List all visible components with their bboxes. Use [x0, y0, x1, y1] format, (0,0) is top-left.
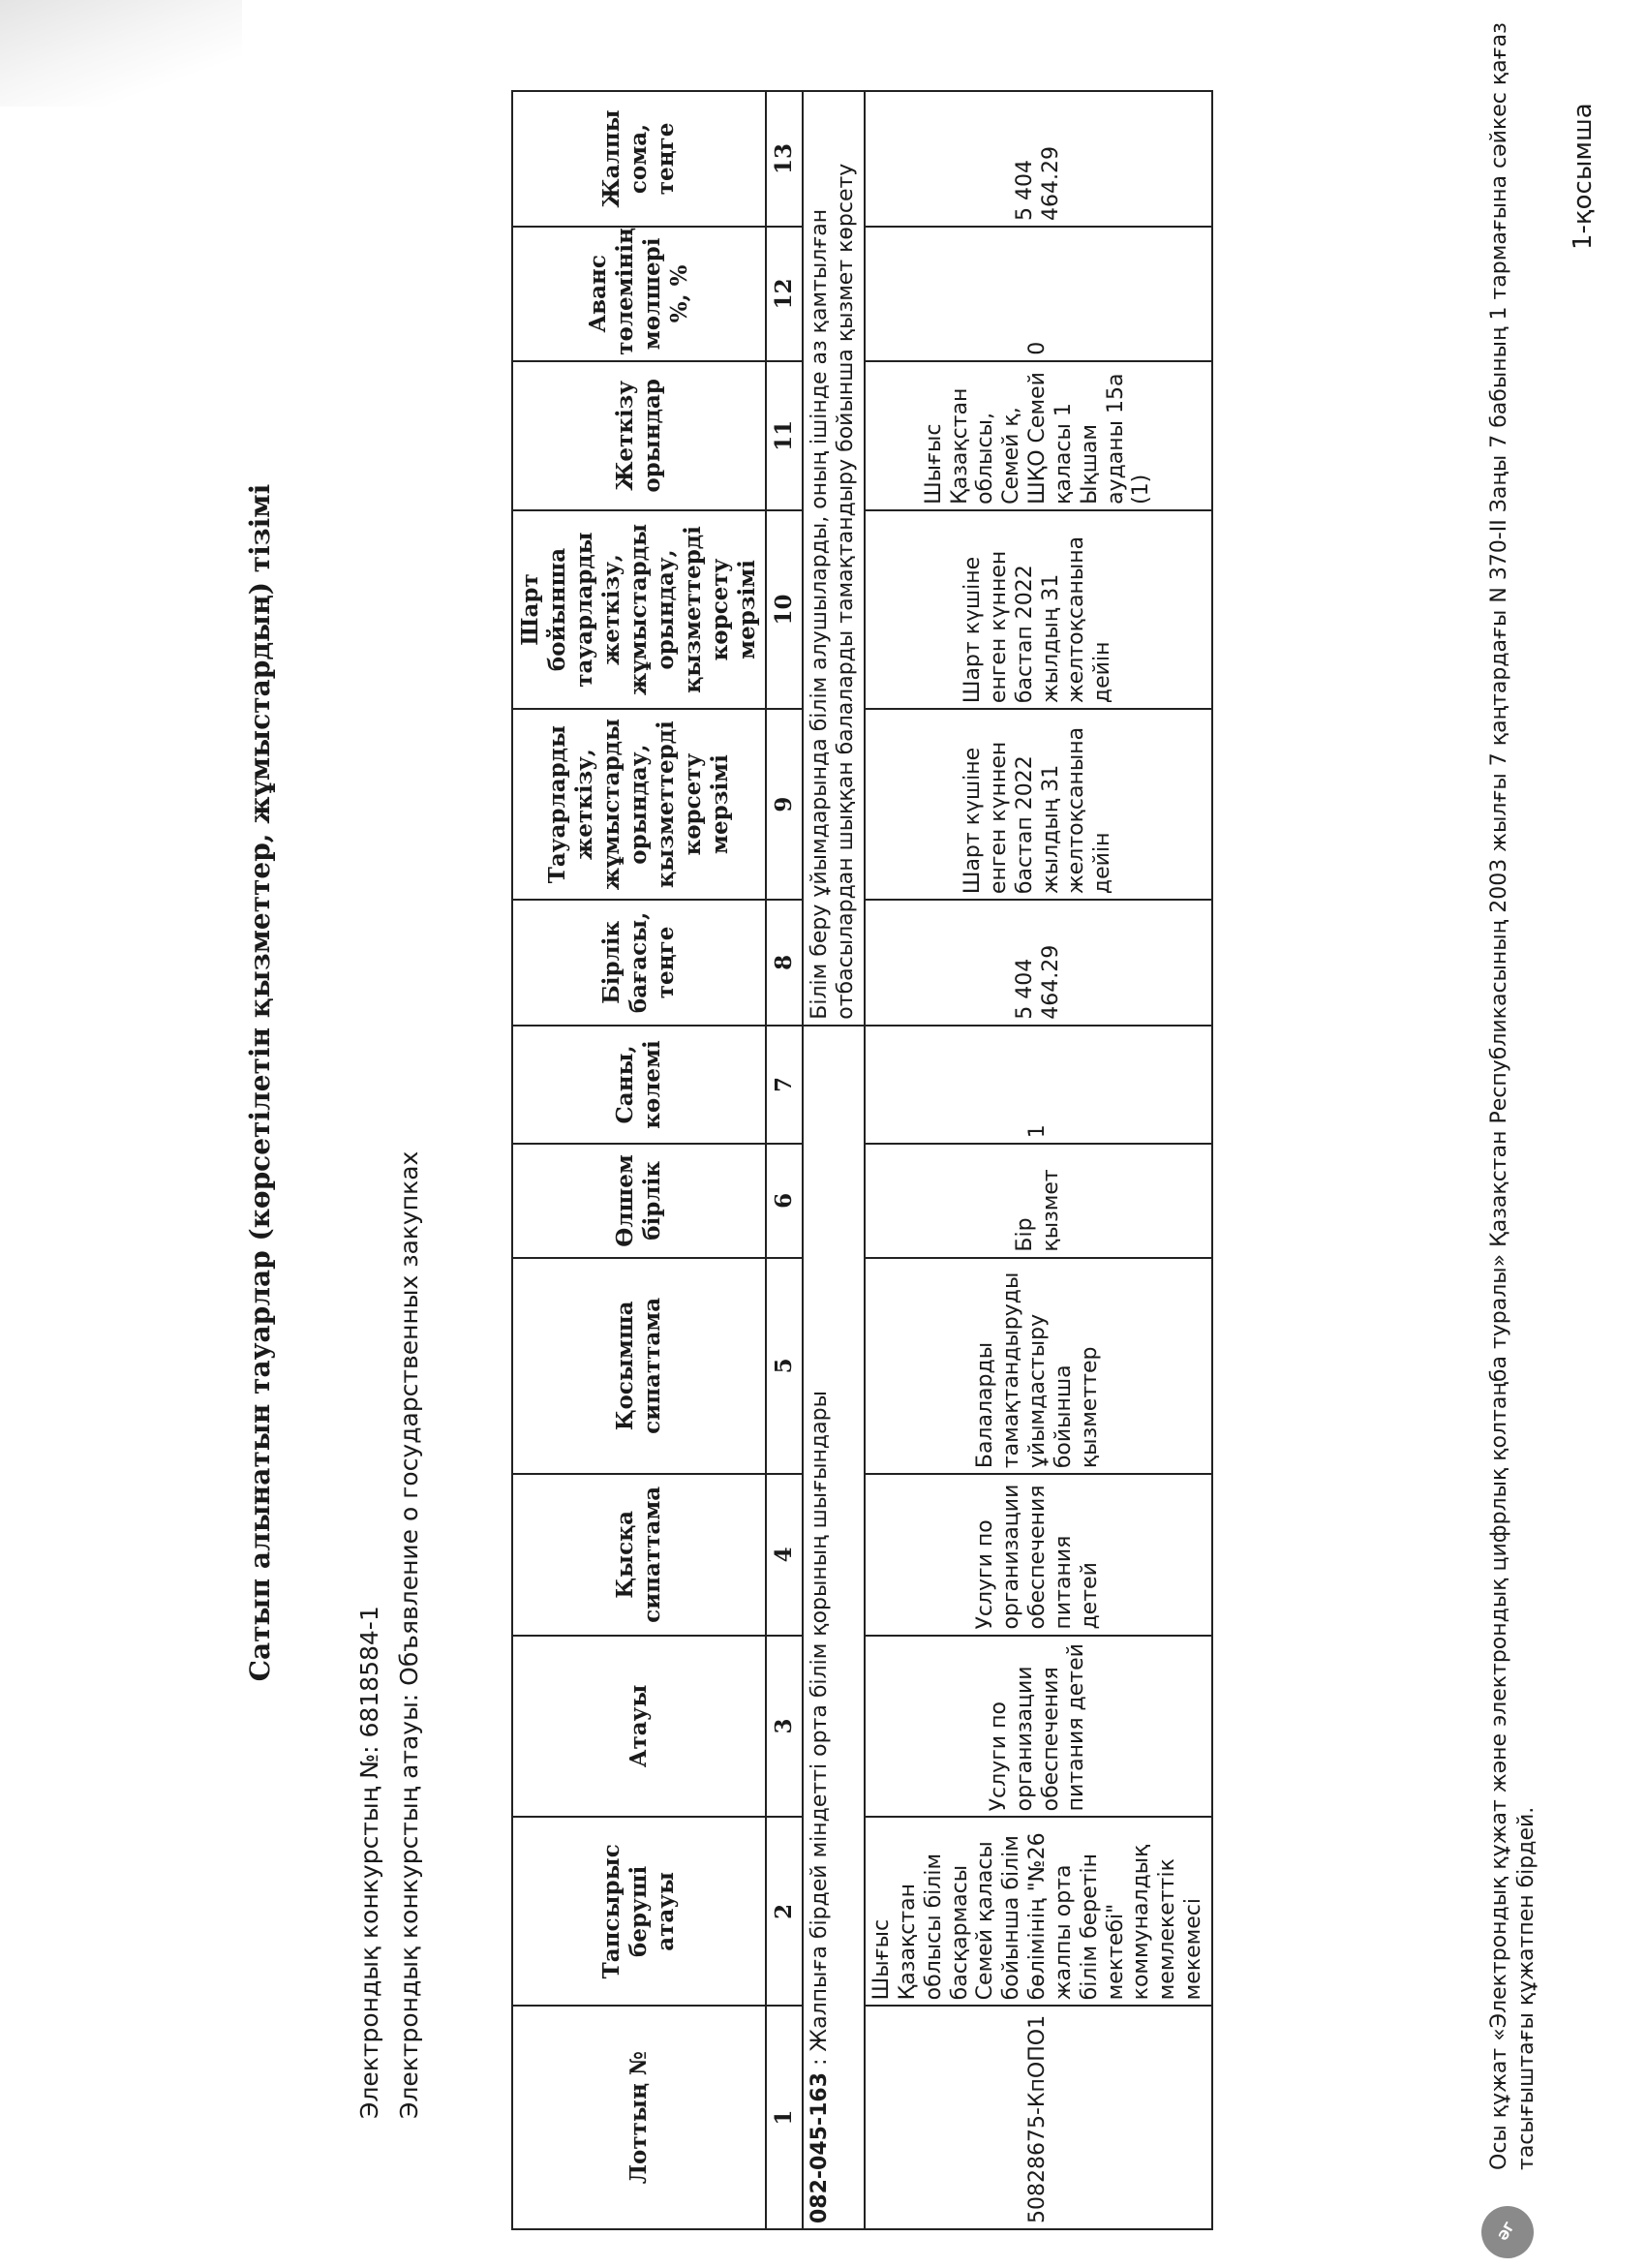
header-contract-term: Шарт бойынша тауарларды жеткізу, жұмыстарды орындау, қызметтерді көрсету мерзімі: [512, 510, 766, 709]
column-number: 4: [766, 1474, 803, 1635]
column-number: 13: [766, 91, 803, 227]
cell-delivery-place: Шығыс Қазақстан облысы, Семей қ, ШҚО Семей қаласы 1 Ықшам ауданы 15а (1): [865, 361, 1212, 510]
header-quantity: Саны, көлемі: [512, 1026, 766, 1144]
page-title: Сатып алынатын тауарлар (көрсетілетін қызметтер, жұмыстардың) тізімі: [244, 483, 276, 1682]
group-name: : Жалпыға бірдей міндетті орта білім қорының шығындары: [808, 1391, 833, 2066]
contest-number-label: Электрондық конкурстың №:: [355, 1745, 383, 2119]
contest-name: [395, 1151, 423, 2119]
footer-note: Осы құжат «Электрондық құжат және электрондық цифрлық қолтаңба туралы» Қазақстан Республикасының 2003 жылғы 7 қаңтардағы N 370-II Заңы 7 бабының 1 тармағына сәйкес қағаз тасығыштағы құжатпен бірдей.: [1487, 22, 1539, 2170]
column-number: 7: [766, 1026, 803, 1144]
header-unit-price: Бірлік бағасы, теңге: [512, 900, 766, 1026]
column-number: 12: [766, 227, 803, 361]
header-delivery-place: Жеткізу орындар: [512, 361, 766, 510]
cell-advance: 0: [865, 227, 1212, 361]
seal-icon: ӘГ: [1472, 2196, 1543, 2268]
cell-extra-description: Балаларды тамақтандыруды ұйымдастыру бойынша қызметтер: [865, 1258, 1212, 1475]
contest-number-value: 6818584-1: [355, 1606, 383, 1738]
cell-quantity: 1: [865, 1026, 1212, 1144]
header-advance: Аванс төлемінің мөлшері %, %: [512, 227, 766, 361]
appendix-label: 1-қосымша: [1569, 103, 1598, 250]
cell-customer: Шығыс Қазақстан облысы білім басқармасы Семей қаласы бойынша білім бөлімінің "№26 жалпы орта білім беретін мектебі" коммуналдық мемлекеттік мекемесі: [865, 1817, 1212, 2006]
contest-name-label: Электрондық конкурстың атауы:: [395, 1693, 423, 2119]
column-number: 8: [766, 900, 803, 1026]
group-code: 082-045-163: [808, 2071, 833, 2223]
cell-unit: Бір қызмет: [865, 1144, 1212, 1257]
lots-table: [511, 90, 1213, 2230]
cell-lot-number: 50828675-КпОПО1: [865, 2006, 1212, 2229]
contest-number: [355, 1606, 383, 2119]
column-number: 1: [766, 2006, 803, 2229]
group-description: Білім беру ұйымдарында білім алушыларды, оның ішінде аз қамтылған отбасылардан шыққан балаларды тамақтандыру бойынша қызмет көрсету: [803, 91, 865, 1026]
header-name: Атауы: [512, 1636, 766, 1818]
header-extra-description: Қосымша сипаттама: [512, 1258, 766, 1475]
cell-delivery-term: Шарт күшіне енген күннен бастап 2022 жылдың 31 желтоқсанына дейін: [865, 709, 1212, 900]
column-number: 3: [766, 1636, 803, 1818]
cell-name: Услуги по организации обеспечения питания детей: [865, 1636, 1212, 1818]
column-number: 5: [766, 1258, 803, 1475]
cell-short-description: Услуги по организации обеспечения питания детей: [865, 1474, 1212, 1635]
cell-contract-term: Шарт күшіне енген күннен бастап 2022 жылдың 31 желтоқсанына дейін: [865, 510, 1212, 709]
column-number: 6: [766, 1144, 803, 1257]
header-lot-number: Лоттың №: [512, 2006, 766, 2229]
cell-unit-price: 5 404 464.29: [865, 900, 1212, 1026]
table-row: [865, 91, 1212, 2229]
header-delivery-term: Тауарларды жеткізу, жұмыстарды орындау, қызметтерді көрсету мерзімі: [512, 709, 766, 900]
header-customer: Тапсырыс беруші атауы: [512, 1817, 766, 2006]
column-number: 2: [766, 1817, 803, 2006]
column-number: 9: [766, 709, 803, 900]
header-short-description: Қысқа сипаттама: [512, 1474, 766, 1635]
cell-total: 5 404 464.29: [865, 91, 1212, 227]
header-unit: Өлшем бірлік: [512, 1144, 766, 1257]
contest-name-value: Объявление о государственных закупках: [395, 1150, 423, 1686]
group-row: [803, 91, 865, 2229]
column-number: 10: [766, 510, 803, 709]
column-number: 11: [766, 361, 803, 510]
group-heading: [803, 1026, 865, 2229]
header-total: Жалпы сома, теңге: [512, 91, 766, 227]
